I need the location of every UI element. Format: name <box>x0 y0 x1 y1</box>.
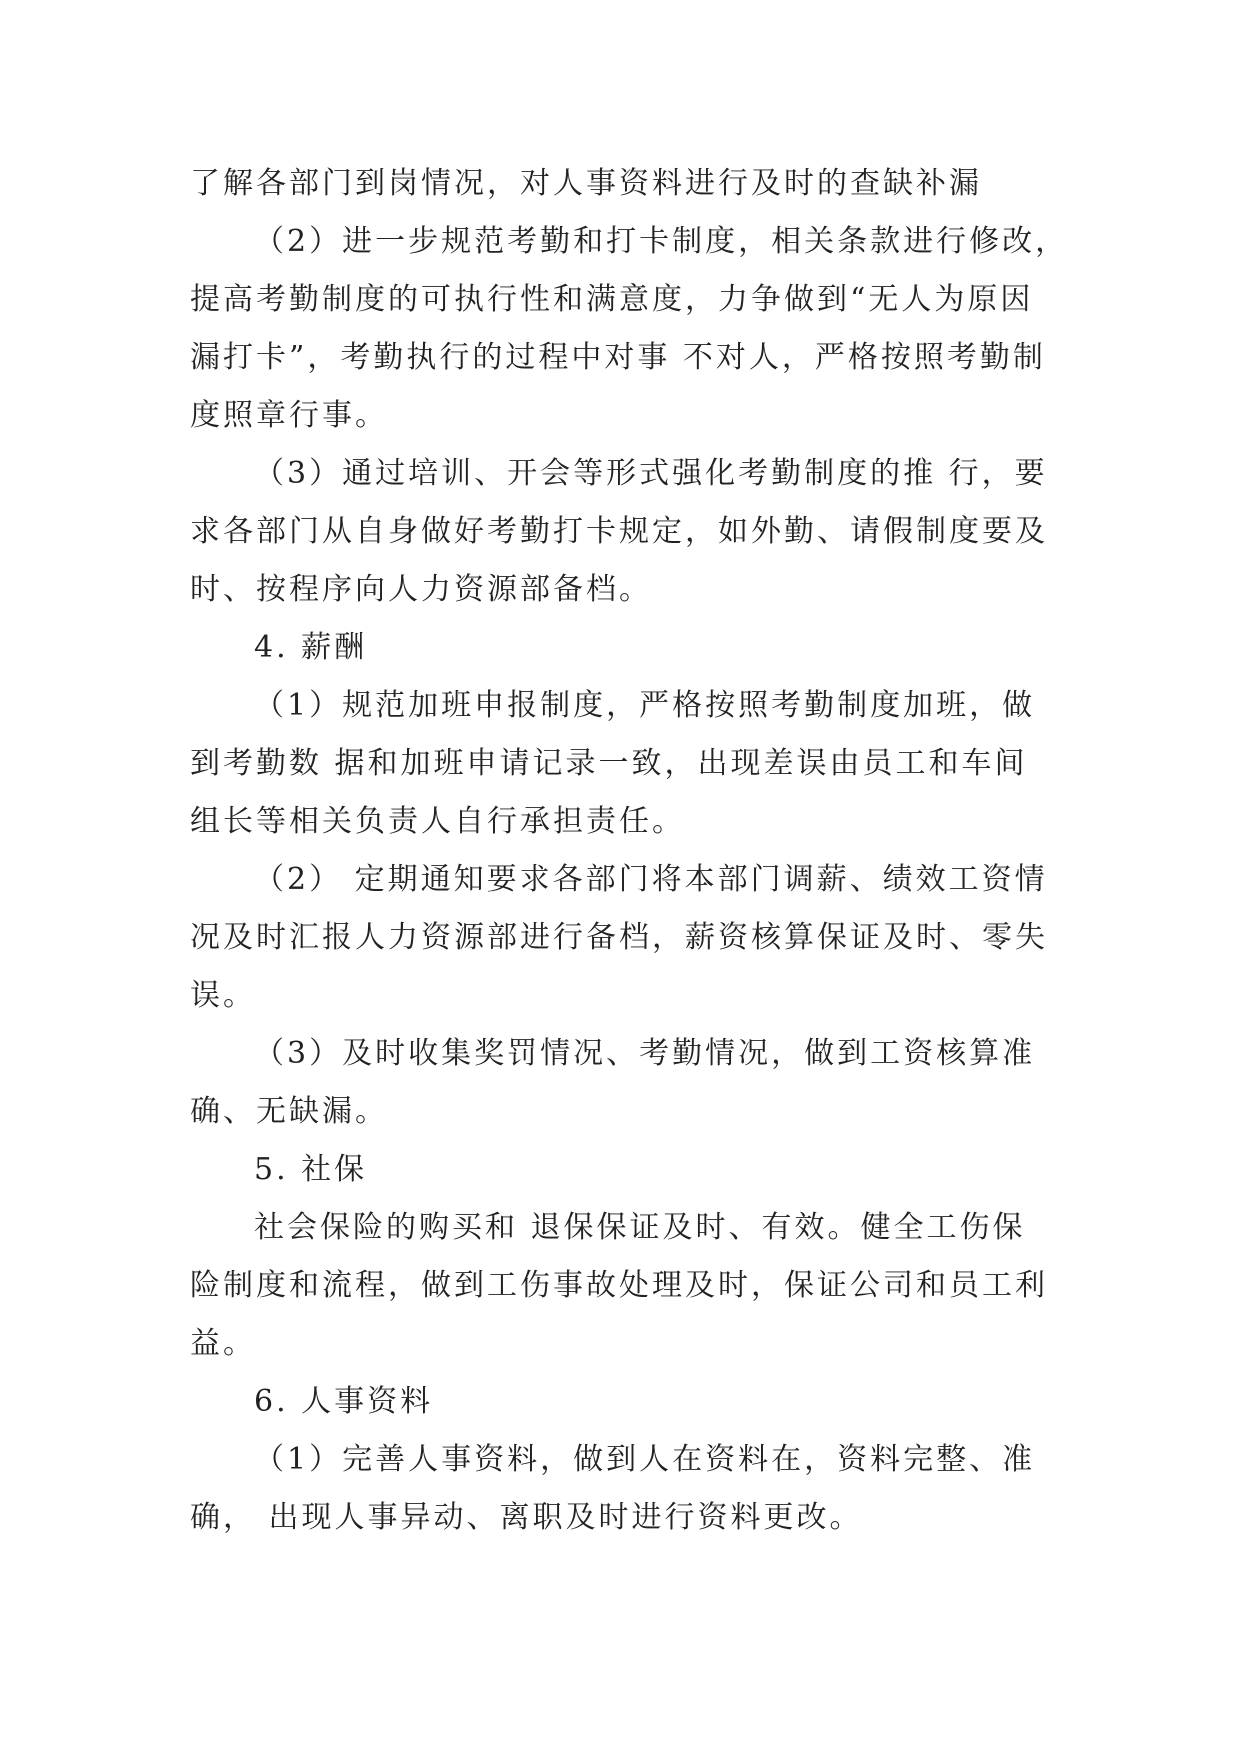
text-line-13: （2） 定期通知要求各部门将本部门调薪、绩效工资情 <box>254 862 1048 897</box>
text-line-2: （2）进一步规范考勤和打卡制度，相关条款进行修改， <box>254 224 1069 259</box>
text-line-15: 误。 <box>190 978 256 1013</box>
text-line-6: （3）通过培训、开会等形式强化考勤制度的推 行，要 <box>254 456 1048 491</box>
text-line-19: 社会保险的购买和 退保保证及时、有效。健全工伤保 <box>254 1210 1026 1245</box>
text-line-3: 提高考勤制度的可执行性和满意度，力争做到“无人为原因 <box>190 282 1034 317</box>
text-line-8: 时、按程序向人力资源部备档。 <box>190 572 652 607</box>
text-line-17: 确、无缺漏。 <box>190 1094 388 1129</box>
document-body <box>190 164 1069 1556</box>
section-heading-personnel-records: 6. 人事资料 <box>254 1384 434 1419</box>
section-heading-salary: 4. 薪酬 <box>254 630 368 665</box>
text-line-1: 了解各部门到岗情况，对人事资料进行及时的查缺补漏 <box>190 166 982 201</box>
text-line-12: 组长等相关负责人自行承担责任。 <box>190 804 685 839</box>
text-line-5: 度照章行事。 <box>190 398 388 433</box>
text-line-14: 况及时汇报人力资源部进行备档，薪资核算保证及时、零失 <box>190 920 1048 955</box>
text-line-20: 险制度和流程，做到工伤事故处理及时，保证公司和员工利 <box>190 1268 1048 1303</box>
text-line-11: 到考勤数 据和加班申请记录一致，出现差误由员工和车间 <box>190 746 1028 781</box>
text-line-7: 求各部门从自身做好考勤打卡规定，如外勤、请假制度要及 <box>190 514 1048 549</box>
text-line-24: 确， 出现人事异动、离职及时进行资料更改。 <box>190 1500 863 1535</box>
section-heading-social-insurance: 5. 社保 <box>254 1152 368 1187</box>
text-line-21: 益。 <box>190 1326 256 1361</box>
text-line-4: 漏打卡”，考勤执行的过程中对事 不对人，严格按照考勤制 <box>190 340 1046 375</box>
text-line-23: （1）完善人事资料，做到人在资料在，资料完整、准 <box>254 1442 1036 1477</box>
text-line-16: （3）及时收集奖罚情况、考勤情况，做到工资核算准 <box>254 1036 1036 1071</box>
text-line-10: （1）规范加班申报制度，严格按照考勤制度加班，做 <box>254 688 1036 723</box>
